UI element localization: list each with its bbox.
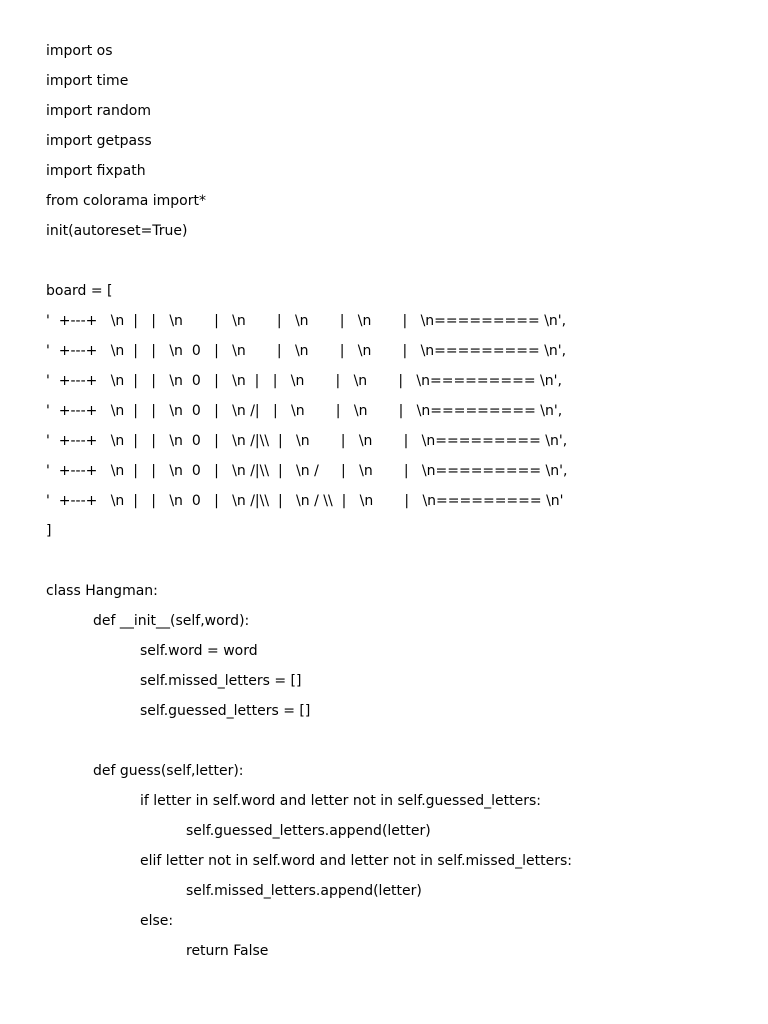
board-line: ' +---+ \n | | \n 0 | \n | | \n | \n | \n========= \n', <box>46 373 562 389</box>
code-line: class Hangman: <box>46 583 158 599</box>
board-line: ' +---+ \n | | \n | \n | \n | \n | \n========= \n', <box>46 313 567 329</box>
board-line: ' +---+ \n | | \n 0 | \n /|\\ | \n / \\ | \n | \n========= \n' <box>46 493 564 509</box>
code-line: ] <box>46 523 52 539</box>
code-line: from colorama import* <box>46 193 206 209</box>
blank-line <box>46 246 746 276</box>
board-line: ' +---+ \n | | \n 0 | \n /| | \n | \n | \n========= \n', <box>46 403 563 419</box>
code-line: if letter in self.word and letter not in self.guessed_letters: <box>140 793 541 809</box>
code-line: def guess(self,letter): <box>93 763 244 779</box>
code-document <box>46 36 746 966</box>
code-line: import fixpath <box>46 163 146 179</box>
code-line: self.guessed_letters = [] <box>140 703 311 719</box>
board-line: ' +---+ \n | | \n 0 | \n /|\\ | \n | \n | \n========= \n', <box>46 433 568 449</box>
code-line: import time <box>46 73 129 89</box>
code-line: import random <box>46 103 151 119</box>
code-line: self.word = word <box>140 643 258 659</box>
board-line: ' +---+ \n | | \n 0 | \n | \n | \n | \n========= \n', <box>46 343 567 359</box>
code-line: return False <box>186 943 269 959</box>
blank-line <box>46 726 746 756</box>
board-line: ' +---+ \n | | \n 0 | \n /|\\ | \n / | \n | \n========= \n', <box>46 463 568 479</box>
code-line: init(autoreset=True) <box>46 223 188 239</box>
code-line: self.guessed_letters.append(letter) <box>186 823 431 839</box>
code-line: board = [ <box>46 283 113 299</box>
code-line: def __init__(self,word): <box>93 613 250 629</box>
code-line: import getpass <box>46 133 152 149</box>
code-line: self.missed_letters = [] <box>140 673 302 689</box>
code-line: import os <box>46 43 113 59</box>
code-line: else: <box>140 913 174 929</box>
code-line: self.missed_letters.append(letter) <box>186 883 422 899</box>
code-line: elif letter not in self.word and letter not in self.missed_letters: <box>140 853 572 869</box>
blank-line <box>46 546 746 576</box>
